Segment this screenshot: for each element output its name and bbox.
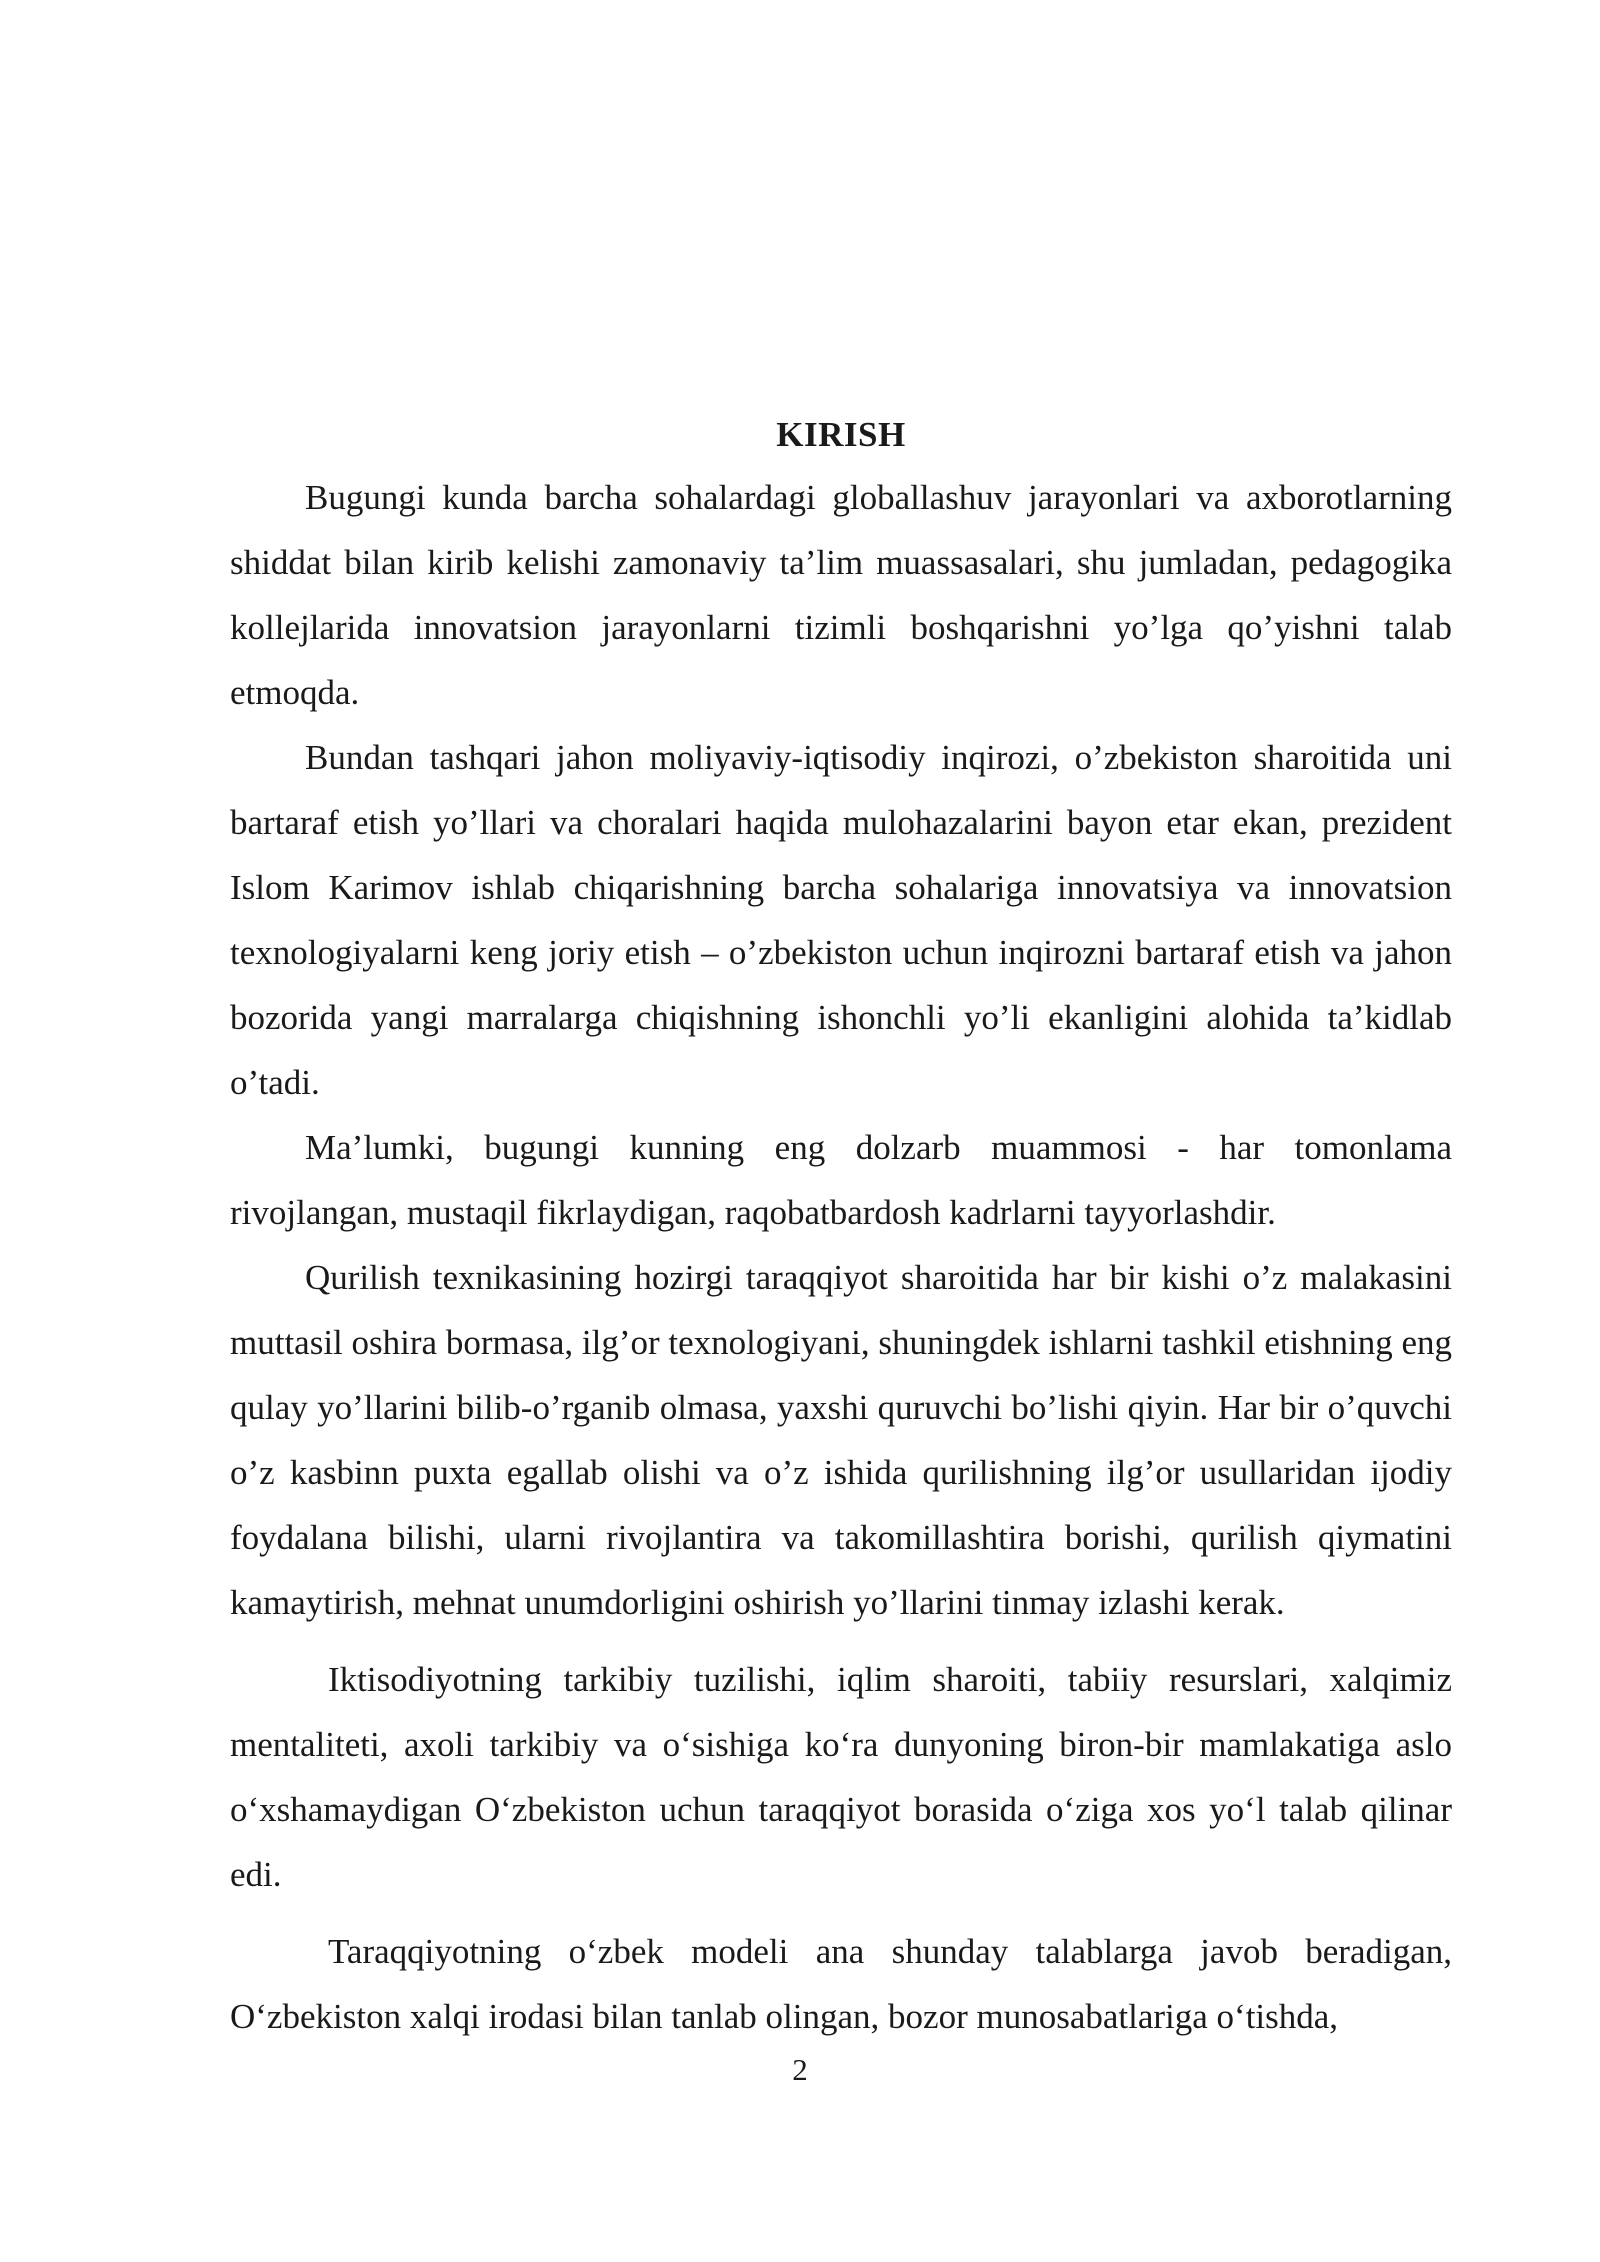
document-title: KIRISH <box>776 415 906 454</box>
paragraph-6: Taraqqiyotning o‘zbek modeli ana shunday talablarga javob beradigan, O‘zbekiston xalqi irodasi bilan tanlab olingan, bozor munosabatlariga o‘tishda, <box>230 1932 1452 2036</box>
paragraph-1: Bugungi kunda barcha sohalardagi globallashuv jarayonlari va axborotlarning shiddat bilan kirib kelishi zamonaviy ta’lim muassasalari, shu jumladan, pedagogika kollejlarida innovatsion jarayonlarni tizimli boshqarishni yo’lga qo’yishni talab etmoqda. <box>230 478 1452 712</box>
paragraph-4: Qurilish texnikasining hozirgi taraqqiyot sharoitida har bir kishi o’z malakasini muttasil oshira bormasa, ilg’or texnologiyani, shuningdek ishlarni tashkil etishning eng qulay yo’llarini bilib-o’rganib olmasa, yaxshi quruvchi bo’lishi qiyin. Har bir o’quvchi o’z kasbinn puxta egallab olishi va o’z ishida qurilishning ilg’or usullaridan ijodiy foydalana bilishi, ularni rivojlantira va takomillashtira borishi, qurilish qiymatini kamaytirish, mehnat unumdorligini oshirish yo’llarini tinmay izlashi kerak. <box>230 1258 1452 1622</box>
paragraph-3: Ma’lumki, bugungi kunning eng dolzarb muammosi - har tomonlama rivojlangan, mustaqil fikrlaydigan, raqobatbardosh kadrlarni tayyorlashdir. <box>230 1128 1452 1232</box>
document-body <box>230 405 1452 2049</box>
page-number: 2 <box>792 2052 808 2087</box>
paragraph-5: Iktisodiyotning tarkibiy tuzilishi, iqlim sharoiti, tabiiy resurslari, xalqimiz mentaliteti, axoli tarkibiy va o‘sishiga ko‘ra dunyoning biron-bir mamlakatiga aslo o‘xshamaydigan O‘zbekiston uchun taraqqiyot borasida o‘ziga xos yo‘l talab qilinar edi. <box>230 1660 1452 1894</box>
paragraph-2: Bundan tashqari jahon moliyaviy-iqtisodiy inqirozi, o’zbekiston sharoitida uni bartaraf etish yo’llari va choralari haqida mulohazalarini bayon etar ekan, prezident Islom Karimov ishlab chiqarishning barcha sohalariga innovatsiya va innovatsion texnologiyalarni keng joriy etish – o’zbekiston uchun inqirozni bartaraf etish va jahon bozorida yangi marralarga chiqishning ishonchli yo’li ekanligini alohida ta’kidlab o’tadi. <box>230 738 1452 1102</box>
